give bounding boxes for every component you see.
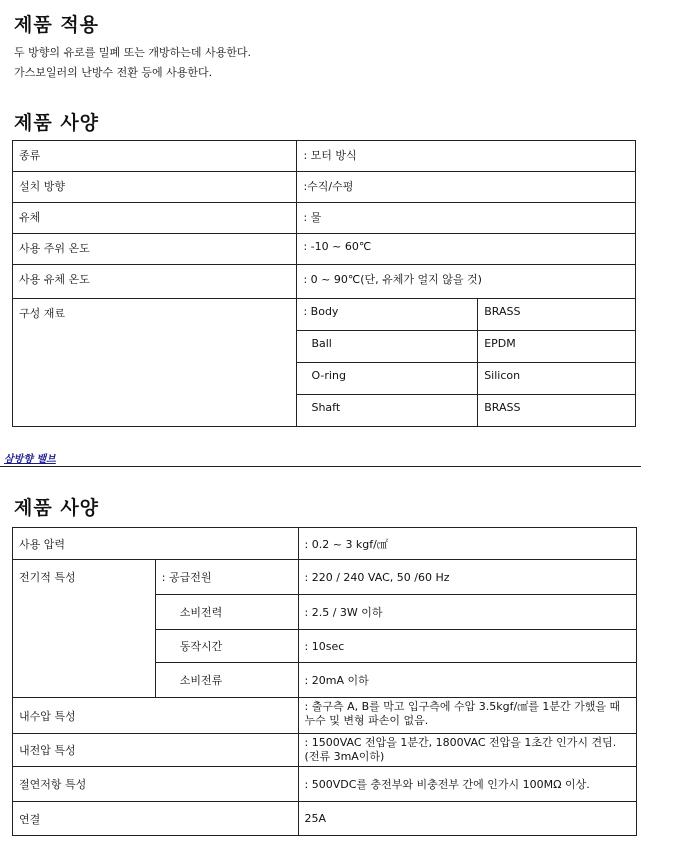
table-row [13,141,636,172]
spec-label: 유체 [13,203,297,234]
spec-value: : 물 [297,203,636,234]
spec-value: : 출구측 A, B를 막고 입구측에 수압 3.5kgf/㎠를 1분간 가했을 때 누수 및 변형 파손이 없음. [298,698,636,734]
spec-label: 절연저항 특성 [13,767,299,802]
electrical-name: : 공급전원 [155,560,298,595]
material-part: Ball [297,331,478,363]
material-value: Silicon [478,363,636,395]
electrical-name: 동작시간 [155,630,298,663]
spec2-table [12,527,637,836]
spec-label: 내전압 특성 [13,734,299,767]
application-title: 제품 적용 [14,14,100,36]
electrical-name: 소비전력 [155,595,298,630]
spec-value: : 모터 방식 [297,141,636,172]
spec-value: :수직/수평 [297,172,636,203]
table-row [13,203,636,234]
table-row [13,802,637,836]
electrical-label: 전기적 특성 [13,560,156,698]
spec-label: 내수압 특성 [13,698,299,734]
spec-label: 사용 유체 온도 [13,265,297,299]
spec-value: : -10 ~ 60℃ [297,234,636,265]
spec-value: : 0.2 ~ 3 kgf/㎠ [298,528,636,560]
spec-label: 연결 [13,802,299,836]
spec-value: : 500VDC를 충전부와 비충전부 간에 인가시 100MΩ 이상. [298,767,636,802]
material-part: O-ring [297,363,478,395]
table-row [13,734,637,767]
electrical-value: : 10sec [298,630,636,663]
materials-label: 구성 재료 [13,299,297,427]
table-row [13,234,636,265]
material-part: : Body [297,299,478,331]
spec-label: 사용 주위 온도 [13,234,297,265]
material-value: EPDM [478,331,636,363]
electrical-name: 소비전류 [155,663,298,698]
spec2-title: 제품 사양 [14,497,100,519]
three-way-valve-link[interactable]: 삼방향 밸브 [4,454,56,465]
spec1-title: 제품 사양 [14,112,100,134]
material-part: Shaft [297,395,478,427]
electrical-value: : 2.5 / 3W 이하 [298,595,636,630]
material-value: BRASS [478,395,636,427]
spec-label: 설치 방향 [13,172,297,203]
spec1-table [12,140,636,427]
application-line-1: 두 방향의 유로를 밀폐 또는 개방하는데 사용한다. [14,46,251,59]
spec-label: 사용 압력 [13,528,299,560]
electrical-value: : 220 / 240 VAC, 50 /60 Hz [298,560,636,595]
material-value: BRASS [478,299,636,331]
table-row [13,299,636,331]
divider [0,466,641,467]
table-row [13,528,637,560]
table-row [13,172,636,203]
electrical-value: : 20mA 이하 [298,663,636,698]
spec-label: 종류 [13,141,297,172]
spec-value: 25A [298,802,636,836]
spec-value: : 0 ~ 90℃(단, 유체가 얼지 않을 것) [297,265,636,299]
application-line-2: 가스보일러의 난방수 전환 등에 사용한다. [14,66,213,79]
table-row [13,767,637,802]
table-row [13,698,637,734]
spec-value: : 1500VAC 전압을 1분간, 1800VAC 전압을 1초간 인가시 견딤. (전류 3mA이하) [298,734,636,767]
table-row [13,265,636,299]
table-row [13,560,637,595]
